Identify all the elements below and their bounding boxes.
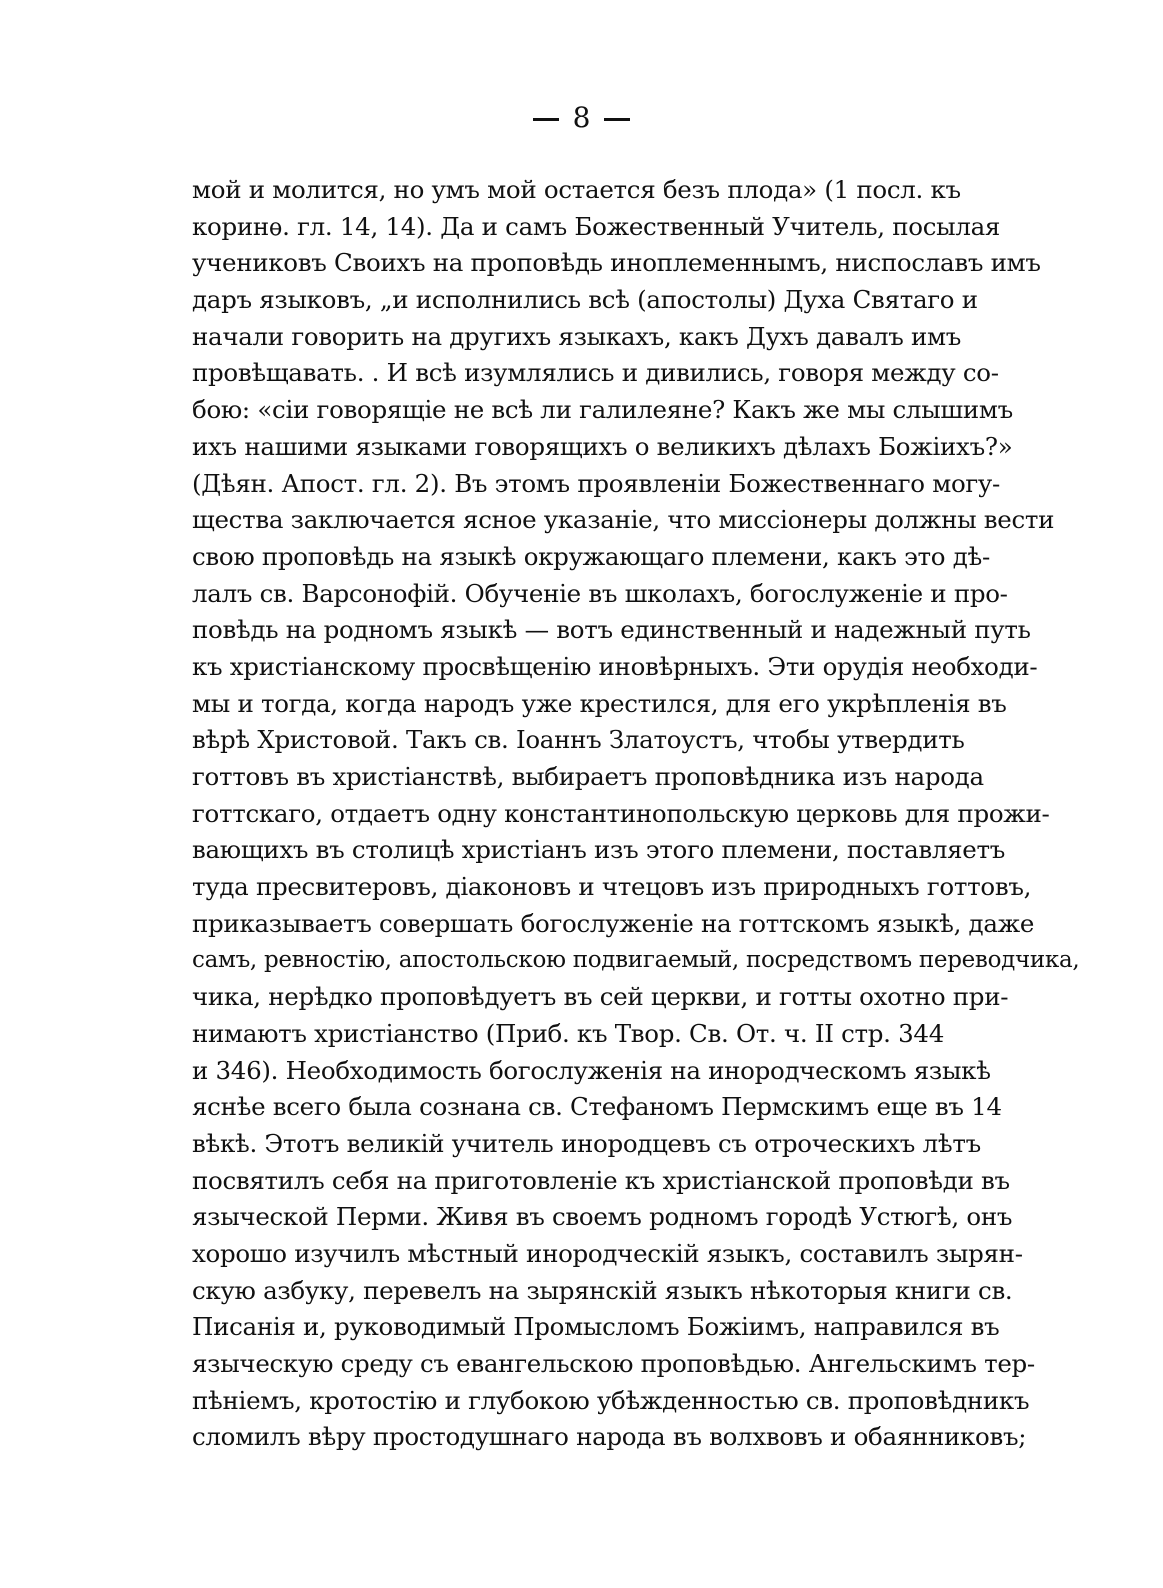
text-line: вающихъ въ столицѣ христіанъ изъ этого племени, поставляетъ (192, 835, 1006, 865)
text-line: даръ языковъ, „и исполнились всѣ (апостолы) Духа Святаго и (192, 285, 978, 315)
text-line: Писанія и, руководимый Промысломъ Божіимъ, направился въ (192, 1312, 1000, 1342)
text-line: самъ, ревностію, апостольскою подвигаемый, посредствомъ переводчика, (192, 947, 1080, 974)
text-line: посвятилъ себя на приготовленіе къ христіанской проповѣди въ (192, 1165, 1010, 1195)
text-line: начали говорить на другихъ языкахъ, какъ Духъ давалъ имъ (192, 321, 962, 351)
text-line: мой и молится, но умъ мой остается безъ плода» (1 посл. къ (192, 175, 961, 204)
text-line: коринѳ. гл. 14, 14). Да и самъ Божественный Учитель, посылая (192, 211, 1001, 241)
text-line: свою проповѣдь на языкѣ окружающаго племени, какъ это дѣ- (192, 541, 990, 571)
text-line: провѣщавать. . И всѣ изумлялись и дивились, говоря между со- (192, 358, 999, 388)
text-line: приказываетъ совершать богослуженіе на готтскомъ языкѣ, даже (192, 908, 1035, 938)
text-line: пѣніемъ, кротостію и глубокою убѣжденностью св. проповѣдникъ (192, 1385, 1030, 1415)
text-line: нимаютъ христіанство (Приб. къ Твор. Св. От. ч. II стр. 344 (192, 1018, 945, 1048)
right-dash-ornament (604, 118, 630, 121)
text-line: лалъ св. Варсонофій. Обученіе въ школахъ, богослуженіе и про- (192, 578, 1008, 608)
text-line: къ христіанскому просвѣщенію иновѣрныхъ. Эти орудія необходи- (192, 651, 1038, 681)
text-line: щества заключается ясное указаніе, что миссіонеры должны вести (192, 505, 1055, 535)
text-line: и 346). Необходимость богослуженія на инородческомъ языкѣ (192, 1055, 991, 1085)
text-line: яснѣе всего была сознана св. Стефаномъ Пермскимъ еще въ 14 (192, 1092, 1002, 1122)
text-line: хорошо изучилъ мѣстный инородческій языкъ, составилъ зырян- (192, 1238, 1023, 1268)
text-line: повѣдь на родномъ языкѣ — вотъ единственный и надежный путь (192, 615, 1031, 645)
text-line: готтскаго, отдаетъ одну константинопольскую церковь для прожи- (192, 798, 1050, 828)
text-line: готтовъ въ христіанствѣ, выбираетъ проповѣдника изъ народа (192, 762, 984, 791)
page-number: 8 (572, 101, 591, 134)
text-line: мы и тогда, когда народъ уже крестился, для его укрѣпленія въ (192, 688, 1007, 718)
text-line: чика, нерѣдко проповѣдуетъ въ сей церкви, и готты охотно при- (192, 982, 1009, 1012)
left-dash-ornament (533, 118, 559, 121)
text-line: ихъ нашими языками говорящихъ о великихъ дѣлахъ Божіихъ?» (192, 431, 1013, 461)
text-line: языческую среду съ евангельскою проповѣдью. Ангельскимъ тер- (192, 1349, 1035, 1378)
page-header (0, 100, 1163, 136)
text-line: сломилъ вѣру простодушнаго народа въ волхвовъ и обаянниковъ; (192, 1422, 1027, 1452)
body-text (192, 172, 1080, 1456)
text-line: скую азбуку, перевелъ на зырянскій языкъ нѣкоторыя книги св. (192, 1275, 1013, 1305)
text-line: бою: «сіи говорящіе не всѣ ли галилеяне? Какъ же мы слышимъ (192, 395, 1013, 425)
text-line: учениковъ Своихъ на проповѣдь иноплеменнымъ, ниспославъ имъ (192, 248, 1041, 278)
text-line: вѣрѣ Христовой. Такъ св. Іоаннъ Златоустъ, чтобы утвердить (192, 725, 965, 755)
text-line: туда пресвитеровъ, діаконовъ и чтецовъ изъ природныхъ готтовъ, (192, 872, 1032, 902)
text-line: языческой Перми. Живя въ своемъ родномъ городѣ Устюгѣ, онъ (192, 1202, 1013, 1232)
text-line: вѣкѣ. Этотъ великій учитель инородцевъ съ отроческихъ лѣтъ (192, 1128, 981, 1158)
text-line: (Дѣян. Апост. гл. 2). Въ этомъ проявленіи Божественнаго могу- (192, 468, 1001, 498)
